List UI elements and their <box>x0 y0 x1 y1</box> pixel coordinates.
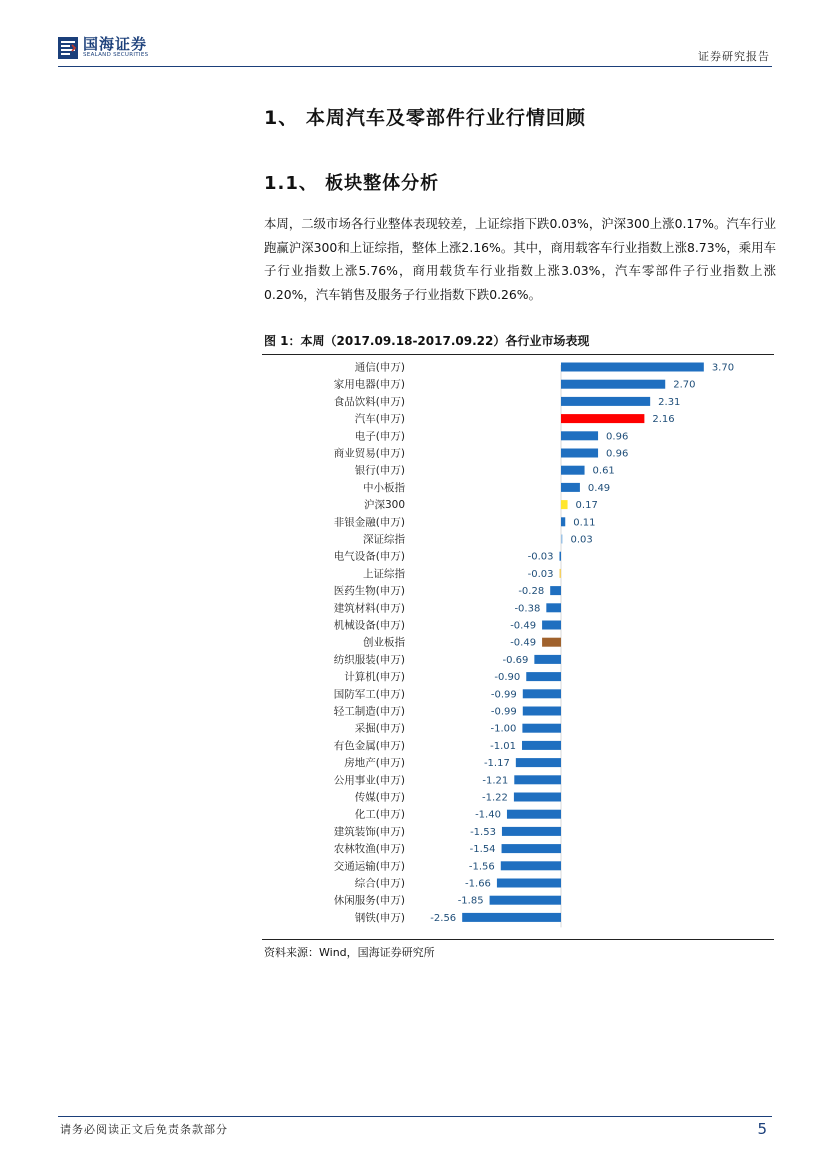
bar <box>561 363 704 372</box>
subsection-heading: 1.1、 板块整体分析 <box>264 173 440 194</box>
value-label: -0.99 <box>490 689 517 701</box>
category-label: 钢铁(申万) <box>354 911 405 924</box>
value-label: -0.90 <box>494 672 521 684</box>
value-label: -1.00 <box>490 723 517 735</box>
category-label: 商业贸易(申万) <box>333 447 405 460</box>
bar <box>516 758 561 767</box>
bar <box>560 569 562 578</box>
category-label: 银行(申万) <box>354 464 405 477</box>
category-label: 交通运输(申万) <box>333 860 405 873</box>
footer-disclaimer: 请务必阅读正文后免责条款部分 <box>60 1123 228 1136</box>
bar <box>502 844 561 853</box>
bar <box>561 397 650 406</box>
bar <box>561 414 644 423</box>
bar <box>462 913 561 922</box>
value-label: -0.28 <box>518 586 545 598</box>
value-label: 0.96 <box>606 448 629 460</box>
logo-text-cn: 国海证券 <box>83 35 148 53</box>
bar <box>497 879 561 888</box>
bar <box>542 638 561 647</box>
value-label: 0.17 <box>575 500 598 512</box>
value-label: 0.61 <box>592 465 615 477</box>
bar <box>561 517 565 526</box>
industry-performance-chart <box>262 358 774 936</box>
value-label: -0.03 <box>527 568 554 580</box>
value-label: -1.21 <box>482 775 509 787</box>
category-label: 创业板指 <box>363 636 405 649</box>
logo-text-en: SEALAND SECURITIES <box>83 52 149 58</box>
category-label: 纺织服装(申万) <box>333 653 405 666</box>
value-label: -0.49 <box>510 620 537 632</box>
figure-source: 资料来源：Wind，国海证券研究所 <box>264 946 435 959</box>
value-label: 0.96 <box>606 431 629 443</box>
category-label: 汽车(申万) <box>354 413 405 426</box>
bar <box>542 621 561 630</box>
value-label: 2.31 <box>658 396 681 408</box>
category-label: 上证综指 <box>363 567 405 580</box>
value-label: -1.40 <box>475 809 501 821</box>
category-label: 轻工制造(申万) <box>333 705 405 718</box>
category-label: 医药生物(申万) <box>333 585 405 598</box>
category-label: 计算机(申万) <box>344 671 405 684</box>
category-label: 电子(申万) <box>354 430 405 443</box>
bar <box>522 724 561 733</box>
category-label: 综合(申万) <box>354 877 405 890</box>
bar <box>560 552 562 561</box>
bar <box>526 672 561 681</box>
value-label: -2.56 <box>430 912 457 924</box>
bar <box>514 775 561 784</box>
bar <box>561 500 568 509</box>
bar <box>561 380 665 389</box>
value-label: -1.56 <box>468 861 495 873</box>
page-header <box>58 36 772 66</box>
bar <box>561 535 563 544</box>
bar <box>534 655 561 664</box>
bar <box>501 861 561 870</box>
company-logo <box>58 36 148 59</box>
value-label: 0.11 <box>573 517 596 529</box>
value-label: -0.38 <box>514 603 541 615</box>
value-label: -0.69 <box>502 654 529 666</box>
category-label: 建筑装饰(申万) <box>333 825 405 838</box>
category-label: 深证综指 <box>363 533 405 546</box>
value-label: -0.49 <box>510 637 537 649</box>
value-label: 3.70 <box>711 362 735 374</box>
bar <box>523 707 561 716</box>
body-paragraph <box>264 212 776 306</box>
category-label: 公用事业(申万) <box>333 774 405 787</box>
section-heading: 1、 本周汽车及零部件行业行情回顾 <box>264 107 586 129</box>
value-label: -1.01 <box>490 740 517 752</box>
value-label: 2.16 <box>652 414 675 426</box>
bar <box>561 466 585 475</box>
category-label: 机械设备(申万) <box>333 619 405 632</box>
bar <box>561 483 580 492</box>
value-label: -1.17 <box>483 758 510 770</box>
value-label: 0.03 <box>570 534 593 546</box>
bar <box>514 793 561 802</box>
bar <box>561 431 598 440</box>
category-label: 国防军工(申万) <box>333 688 405 701</box>
report-type: 证券研究报告 <box>698 50 770 63</box>
value-label: 2.70 <box>673 379 696 391</box>
bar <box>561 449 598 458</box>
category-label: 食品饮料(申万) <box>333 395 405 408</box>
category-label: 通信(申万) <box>354 361 405 374</box>
bar <box>502 827 561 836</box>
bar <box>507 810 561 819</box>
bar <box>523 689 561 698</box>
category-label: 中小板指 <box>363 481 405 494</box>
header-divider <box>58 66 772 67</box>
footer-divider <box>58 1116 772 1117</box>
category-label: 非银金融(申万) <box>333 516 405 529</box>
bar <box>522 741 561 750</box>
value-label: 0.49 <box>587 482 611 494</box>
category-label: 采掘(申万) <box>354 722 405 735</box>
category-label: 建筑材料(申万) <box>333 602 405 615</box>
paragraph-text: 本周，二级市场各行业整体表现较差，上证综指下跌0.03%，沪深300上涨0.17%。汽车行业跑赢沪深300和上证综指，整体上涨2.16%。其中，商用载客车行业指数上涨8.73%，乘用车子行业指数上涨5.76%，商用载货车行业指数上涨3.03%，汽车零部件子行业指数上涨0.20%，汽车销售及服务子行业指数下跌0.26%。 <box>264 216 776 302</box>
category-label: 休闲服务(申万) <box>333 894 405 907</box>
category-label: 电气设备(申万) <box>333 550 405 563</box>
value-label: -1.53 <box>470 826 496 838</box>
category-label: 沪深300 <box>363 499 405 512</box>
value-label: -1.66 <box>465 878 491 890</box>
category-label: 化工(申万) <box>354 808 405 821</box>
category-label: 房地产(申万) <box>344 757 405 770</box>
bar <box>550 586 561 595</box>
bar <box>546 603 561 612</box>
page-number: 5 <box>757 1120 767 1138</box>
figure-title: 图 1：本周（2017.09.18-2017.09.22）各行业市场表现 <box>264 334 590 348</box>
value-label: -0.03 <box>527 551 554 563</box>
figure-bottom-rule <box>262 939 774 940</box>
value-label: -1.85 <box>457 895 484 907</box>
value-label: -1.22 <box>482 792 508 804</box>
value-label: -0.99 <box>490 706 517 718</box>
figure-top-rule <box>262 354 774 355</box>
value-label: -1.54 <box>469 844 496 856</box>
bar <box>490 896 561 905</box>
sealand-logo-icon <box>58 37 78 59</box>
category-label: 农林牧渔(申万) <box>333 843 405 856</box>
category-label: 家用电器(申万) <box>333 378 405 391</box>
category-label: 有色金属(申万) <box>333 739 405 752</box>
category-label: 传媒(申万) <box>354 791 405 804</box>
